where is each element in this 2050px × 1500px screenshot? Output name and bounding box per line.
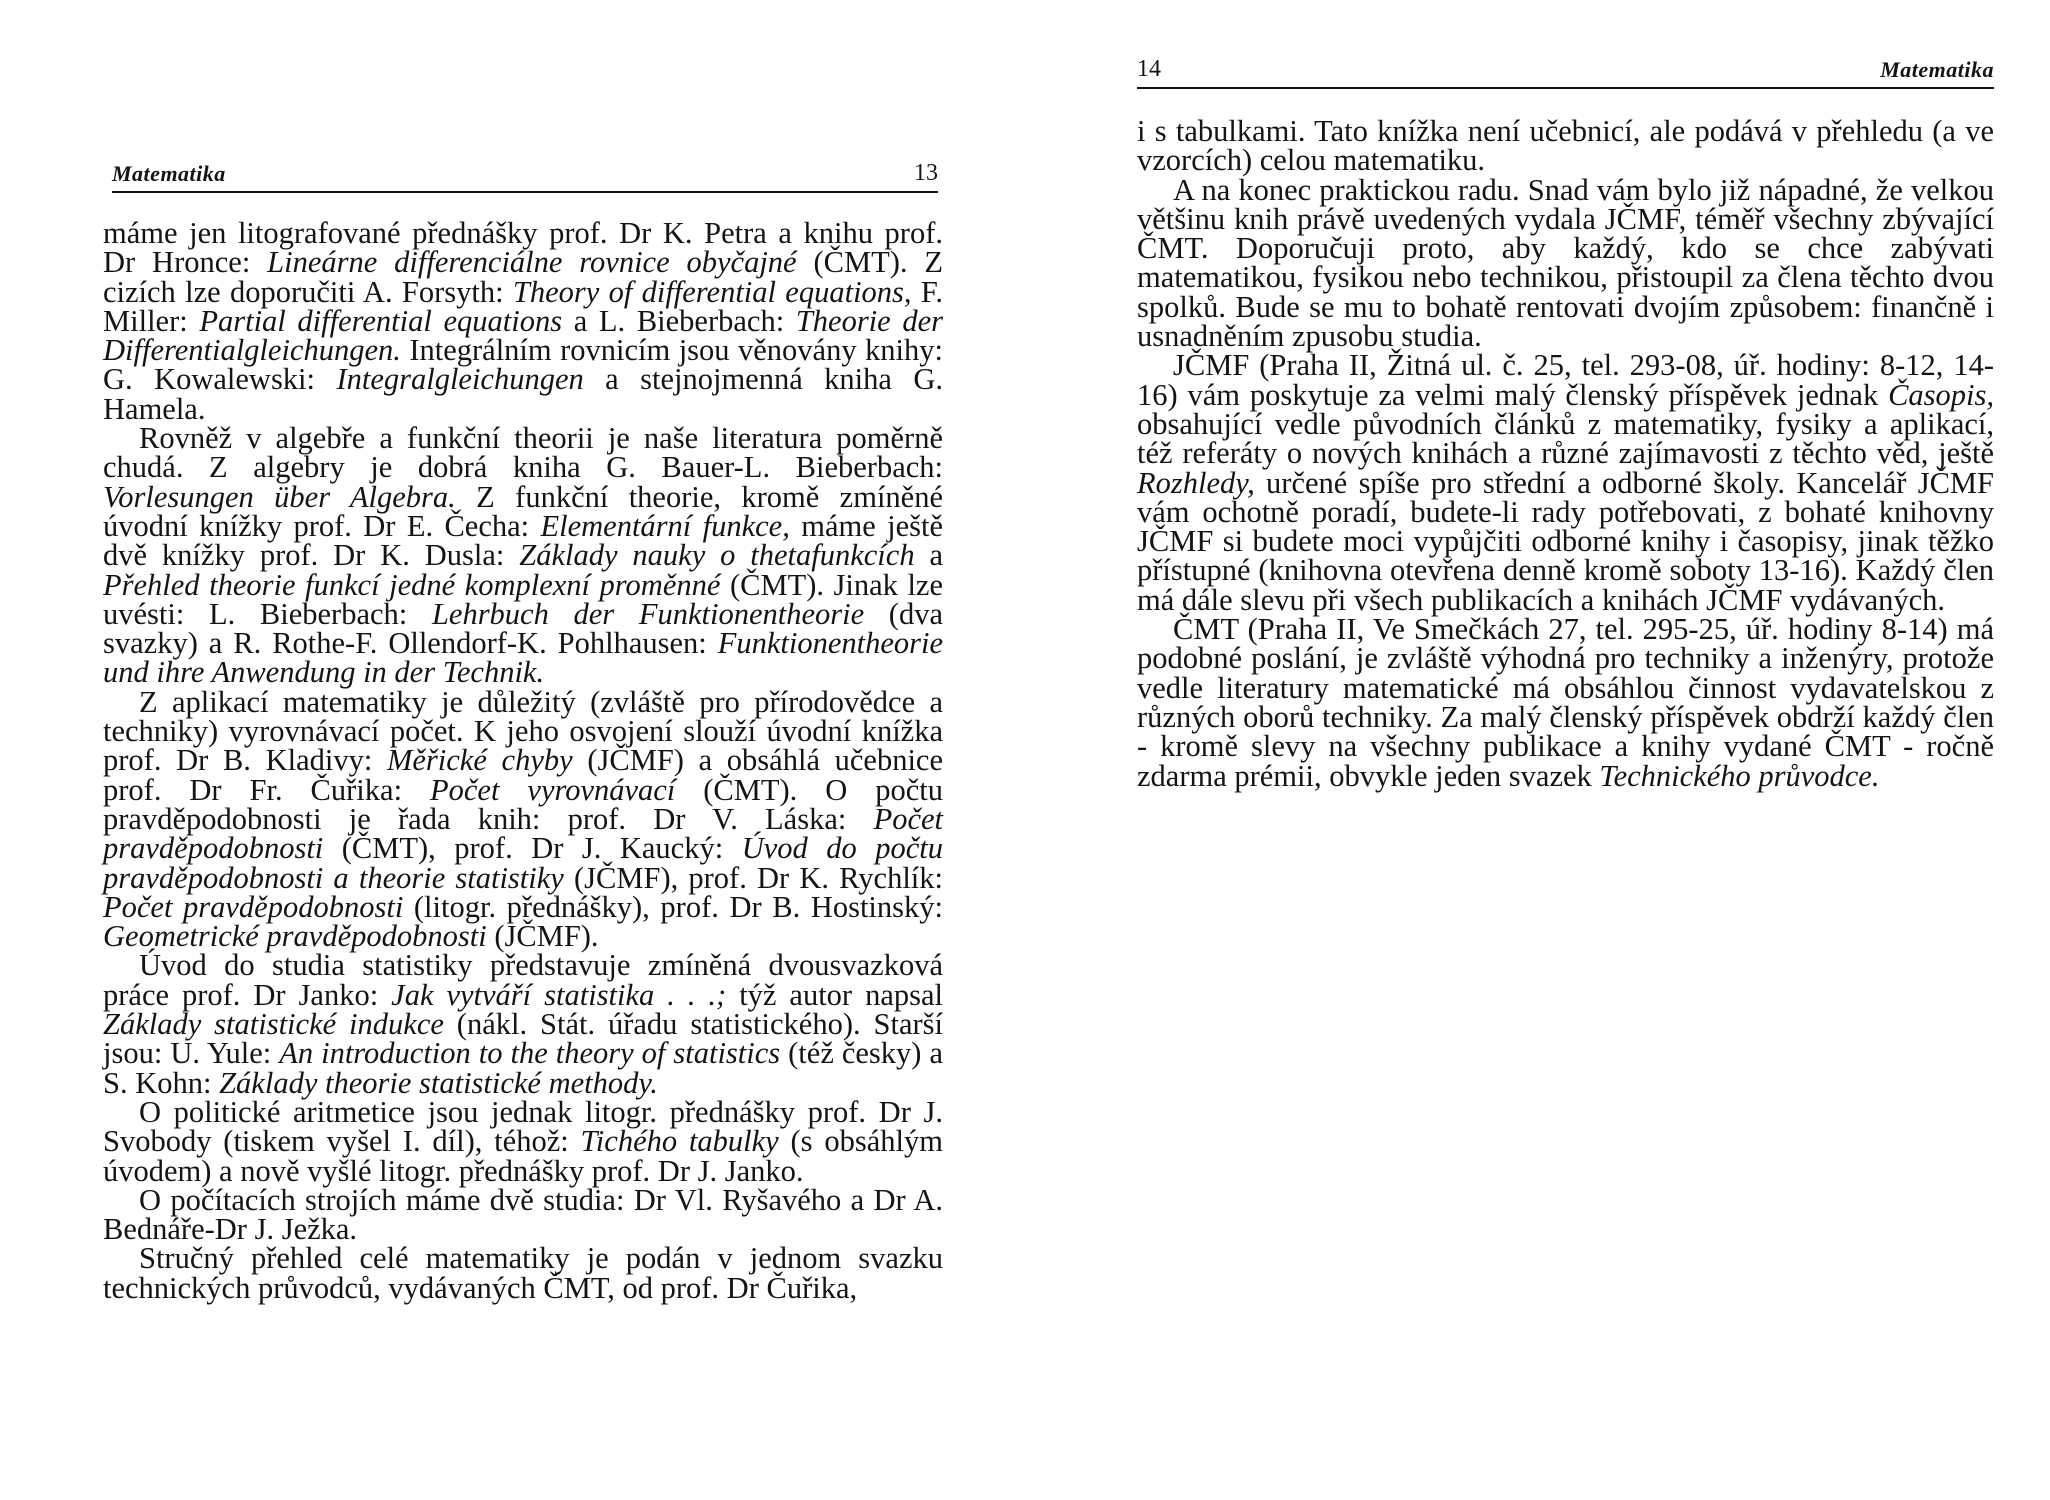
text-run: A na konec praktickou radu. Snad vám bylo již nápadné, že velkou většinu knih právě uvedených vydala JČMF, téměř všechny zbývající ČMT. Doporučuji proto, aby každý, kdo se chce zabývati matematikou, fysikou nebo technikou, přistoupil za člena těchto dvou spolků. Bude se mu to bohatě rentovati dvojím způsobem: finančně i usnadněním zpusobu studia. (1137, 172, 1994, 354)
italic-title: Časopis, (1888, 377, 1994, 412)
paragraph (1137, 612, 1994, 793)
italic-title: Funktionentheorie und ihre Anwendung in der Technik. (103, 626, 943, 690)
running-head (112, 160, 938, 193)
text-run: JČMF (Praha II, Žitná ul. č. 25, tel. 293-08, úř. hodiny: 8-12, 14-16) vám poskytuje za velmi malý členský příspěvek jednak (1137, 348, 1994, 412)
italic-title: Theory of differential equations, (512, 274, 912, 309)
paragraph (103, 216, 944, 426)
text-run: (JČMF), prof. Dr K. Rychlík: (563, 860, 943, 895)
italic-title: Vorlesungen über Algebra. (103, 479, 456, 514)
text-run: máme jen litografované přednášky prof. Dr K. Petra a knihu prof. Dr Hronce: (103, 216, 943, 280)
text-run: (ČMT). Z cizích lze doporučiti A. Forsyth: (103, 245, 944, 309)
italic-title: Přehled theorie funkcí jedné komplexní proměnné (103, 567, 721, 602)
text-run: určené spíše pro střední a odborné školy. Kancelář JČMF vám ochotně poradí, budete-li rady potřebovati, z bohaté knihovny JČMF si budete moci vypůjčiti odborné knihy i časopisy, jinak těžko přístupné (knihovna otevřena denně kromě soboty 13-16). Každý člen má dále slevu při všech publikacích a knihách JČMF vydávaných. (1137, 465, 1994, 617)
text-run: O politické aritmetice jsou jednak litogr. přednášky prof. Dr J. Svobody (tiskem vyšel I. díl), téhož: (103, 1094, 943, 1159)
running-head-title: Matematika (1880, 57, 1994, 82)
text-run: a stejnojmenná kniha G. Hamela. (103, 362, 943, 426)
text-run: (dva svazky) a R. Rothe-F. Ollendorf-K. Pohlhausen: (103, 596, 944, 661)
italic-title: Jak vytváří statistika . . .; (391, 977, 727, 1012)
text-run: týž autor napsal (726, 977, 943, 1012)
body-text (103, 216, 944, 1305)
text-run: Z aplikací matematiky je důležitý (zvláště pro přírodovědce a techniky) vyrovnávací počet. K jeho osvojení slouží úvodní knížka prof. Dr B. Kladivy: (103, 684, 943, 778)
text-run: a L. Bieberbach: (562, 303, 796, 338)
text-run: Integrálním rovnicím jsou věnovány knihy: G. Kowalewski: (103, 333, 943, 397)
text-run: máme ještě dvě knížky prof. Dr K. Dusla: (103, 508, 944, 573)
text-run: Stručný přehled celé matematiky je podán v jednom svazku technických průvodců, vydávaných ČMT, od prof. Dr Čuřika, (103, 1241, 943, 1305)
italic-title: Elementární funkce, (540, 508, 790, 543)
text-run: obsahující vedle původních článků z matematiky, fysiky a aplikací, též referáty o nových knihách a různé zajímavosti z těchto věd, ještě (1137, 406, 1994, 471)
text-run: Z funkční theorie, kromě zmíněné úvodní knížky prof. Dr E. Čecha: (103, 479, 943, 543)
paragraph (103, 684, 944, 954)
paragraph (103, 1241, 943, 1305)
italic-title: Lehrbuch der Funktionentheorie (431, 596, 865, 631)
body-text (1137, 114, 1994, 793)
paragraph (103, 1094, 943, 1188)
italic-title: An introduction to the theory of statistics (279, 1036, 781, 1071)
text-run: O počítacích strojích máme dvě studia: Dr Vl. Ryšavého a Dr A. Bednáře-Dr J. Ježka. (103, 1182, 943, 1247)
running-head (1137, 56, 1994, 89)
italic-title: Základy theorie statistické methody. (219, 1065, 658, 1100)
text-run: (s obsáhlým úvodem) a nově vyšlé litogr. přednášky prof. Dr J. Janko. (103, 1124, 943, 1188)
italic-title: Počet pravděpodobnosti (103, 801, 943, 866)
paragraph (103, 421, 944, 690)
italic-title: Lineárne differenciálne rovnice obyčajné (267, 245, 797, 280)
italic-title: Měřické chyby (386, 743, 573, 778)
text-run: (ČMT). O počtu pravděpodobnosti je řada knih: prof. Dr V. Láska: (103, 772, 944, 836)
text-run: (ČMT). Jinak lze uvésti: L. Bieberbach: (103, 567, 943, 631)
italic-title: Theorie der Differentialgleichungen. (103, 303, 943, 368)
italic-title: Základy nauky o thetafunkcích (519, 538, 915, 573)
italic-title: Úvod do počtu pravděpodobnosti a theorie statistiky (103, 831, 943, 895)
italic-title: Tichého tabulky (580, 1124, 779, 1159)
italic-title: Rozhledy, (1137, 465, 1255, 500)
text-run: Rovněž v algebře a funkční theorii je naše literatura poměrně chudá. Z algebry je dobrá kniha G. Bauer-L. Bieberbach: (103, 421, 943, 485)
text-run: F. Miller: (103, 274, 943, 338)
page-number: 13 (914, 160, 938, 186)
paragraph (1137, 114, 1994, 178)
italic-title: Geometrické pravděpodobnosti (103, 919, 487, 954)
italic-title: Počet pravděpodobnosti (103, 889, 404, 924)
italic-title: Integralgleichungen (336, 362, 584, 397)
right-page (1025, 0, 2050, 1500)
italic-title: Základy statistické indukce (103, 1007, 444, 1042)
paragraph (1137, 348, 1994, 617)
text-run: ČMT (Praha II, Ve Smečkách 27, tel. 295-25, úř. hodiny 8-14) má podobné poslání, je zvláště výhodná pro techniky a inženýry, protože vedle literatury matematické má obsáhlou činnost vydavatelskou z různých oborů techniky. Za malý členský příspěvek obdrží každý člen - kromě slevy na všechny publikace a knihy vydané ČMT - ročně zdarma prémii, obvykle jeden svazek (1137, 612, 1994, 793)
italic-title: Počet vyrovnávací (430, 772, 676, 807)
text-run: a (914, 538, 944, 573)
running-head-title: Matematika (112, 161, 226, 186)
paragraph (103, 1182, 943, 1247)
italic-title: Technického průvodce. (1599, 758, 1880, 793)
text-run: (litogr. přednášky), prof. Dr B. Hostinský: (403, 889, 943, 924)
text-run: i s tabulkami. Tato knížka není učebnicí, ale podává v přehledu (a ve vzorcích) celou matematiku. (1137, 114, 1994, 178)
italic-title: Partial differential equations (199, 303, 563, 338)
text-run: (též česky) a S. Kohn: (103, 1036, 943, 1100)
paragraph (103, 948, 943, 1100)
text-run: (ČMT), prof. Dr J. Kaucký: (323, 831, 742, 866)
text-run: (nákl. Stát. úřadu statistického). Starší jsou: U. Yule: (103, 1007, 943, 1071)
text-run: (JČMF). (486, 919, 599, 954)
text-run: (JČMF) a obsáhlá učebnice prof. Dr Fr. Čuřika: (103, 743, 944, 807)
page-number: 14 (1137, 56, 1161, 82)
paragraph (1137, 172, 1994, 354)
text-run: Úvod do studia statistiky představuje zmíněná dvousvazková práce prof. Dr Janko: (103, 948, 943, 1012)
